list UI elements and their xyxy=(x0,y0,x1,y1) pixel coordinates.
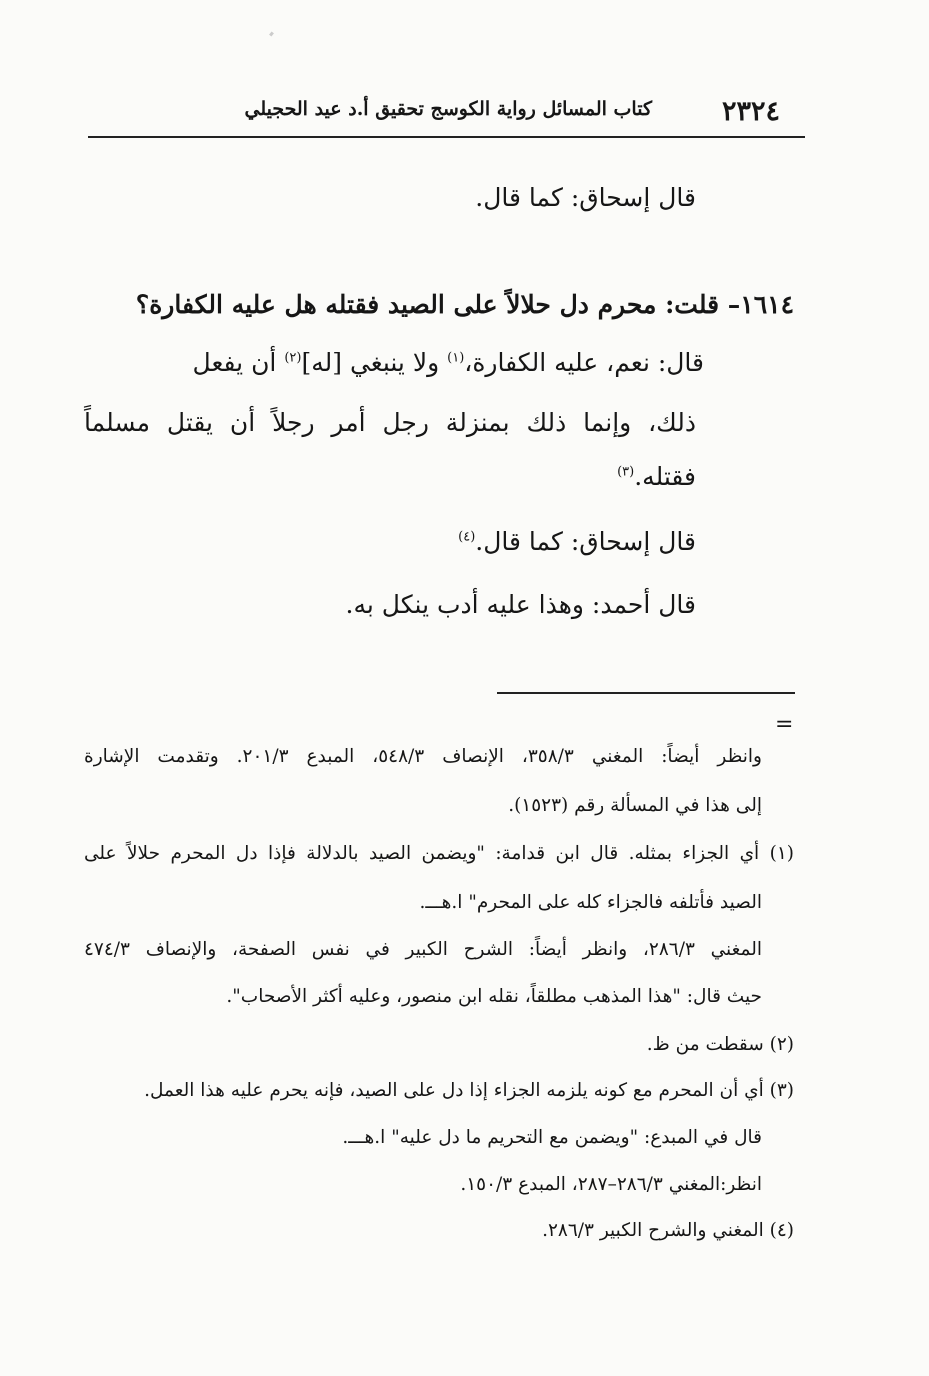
continuation-mark: = xyxy=(775,712,794,737)
footnote-cont-line-1: وانظر أيضاً: المغني ٣٥٨/٣، الإنصاف ٥٤٨/٣، المبدع ٢٠١/٣. وتقدمت الإشارة xyxy=(84,746,762,767)
footnote-4: (٤) المغني والشرح الكبير ٢٨٦/٣. xyxy=(542,1220,794,1241)
footnote-1-line-3: المغني ٢٨٦/٣، وانظر أيضاً: الشرح الكبير في نفس الصفحة، والإنصاف ٤٧٤/٣ xyxy=(84,939,762,960)
footnote-ref-2: (٢) xyxy=(284,350,302,366)
footnote-ref-4: (٤) xyxy=(458,529,476,545)
answer-text-b: ولا ينبغي [له] xyxy=(301,348,448,377)
footnote-rule xyxy=(497,692,795,694)
footnote-3-line-2: قال في المبدع: "ويضمن مع التحريم ما دل عليه" ا.هـــ. xyxy=(342,1127,762,1148)
issue-heading: ١٦١٤– قلت: محرم دل حلالاً على الصيد فقتله هل عليه الكفارة؟ xyxy=(135,290,794,319)
answer-line-1 xyxy=(193,348,704,377)
body-line-1: قال إسحاق: كما قال. xyxy=(475,183,696,212)
ahmad-line: قال أحمد: وهذا عليه أدب ينكل به. xyxy=(345,590,696,619)
footnote-2: (٢) سقطت من ظ. xyxy=(646,1034,794,1055)
footnote-ref-3: (٣) xyxy=(617,464,635,480)
scan-mark xyxy=(269,32,274,37)
footnote-1-line-1: (١) أي الجزاء بمثله. قال ابن قدامة: "ويضمن الصيد بالدلالة فإذا دل المحرم حلالاً على xyxy=(84,843,794,864)
page-number: ٢٣٢٤ xyxy=(722,96,781,127)
answer-text-a: قال: نعم، عليه الكفارة، xyxy=(464,348,704,377)
footnote-1-line-2: الصيد فأتلفه فالجزاء كله على المحرم" ا.هـــ. xyxy=(419,892,762,913)
ishaq-line xyxy=(458,527,696,556)
ishaq-text: قال إسحاق: كما قال. xyxy=(475,527,696,556)
answer-line-3 xyxy=(617,462,696,491)
running-title: كتاب المسائل رواية الكوسج تحقيق أ.د عيد الحجيلي xyxy=(244,98,652,120)
answer-text-c: أن يفعل xyxy=(192,348,285,377)
header-rule xyxy=(88,136,805,138)
footnote-1-line-4: حيث قال: "هذا المذهب مطلقاً، نقله ابن منصور، وعليه أكثر الأصحاب". xyxy=(226,986,762,1007)
answer-line-2: ذلك، وإنما ذلك بمنزلة رجل أمر رجلاً أن يقتل مسلماً xyxy=(84,408,696,437)
footnote-ref-1: (١) xyxy=(447,350,465,366)
answer-text-d: فقتله. xyxy=(634,462,696,491)
footnote-3-line-1: (٣) أي أن المحرم مع كونه يلزمه الجزاء إذا دل على الصيد، فإنه يحرم عليه هذا العمل. xyxy=(144,1080,794,1101)
footnote-cont-line-2: إلى هذا في المسألة رقم (١٥٢٣). xyxy=(508,795,762,816)
footnote-3-line-3: انظر:المغني ٢٨٦/٣–٢٨٧، المبدع ١٥٠/٣. xyxy=(460,1174,762,1195)
